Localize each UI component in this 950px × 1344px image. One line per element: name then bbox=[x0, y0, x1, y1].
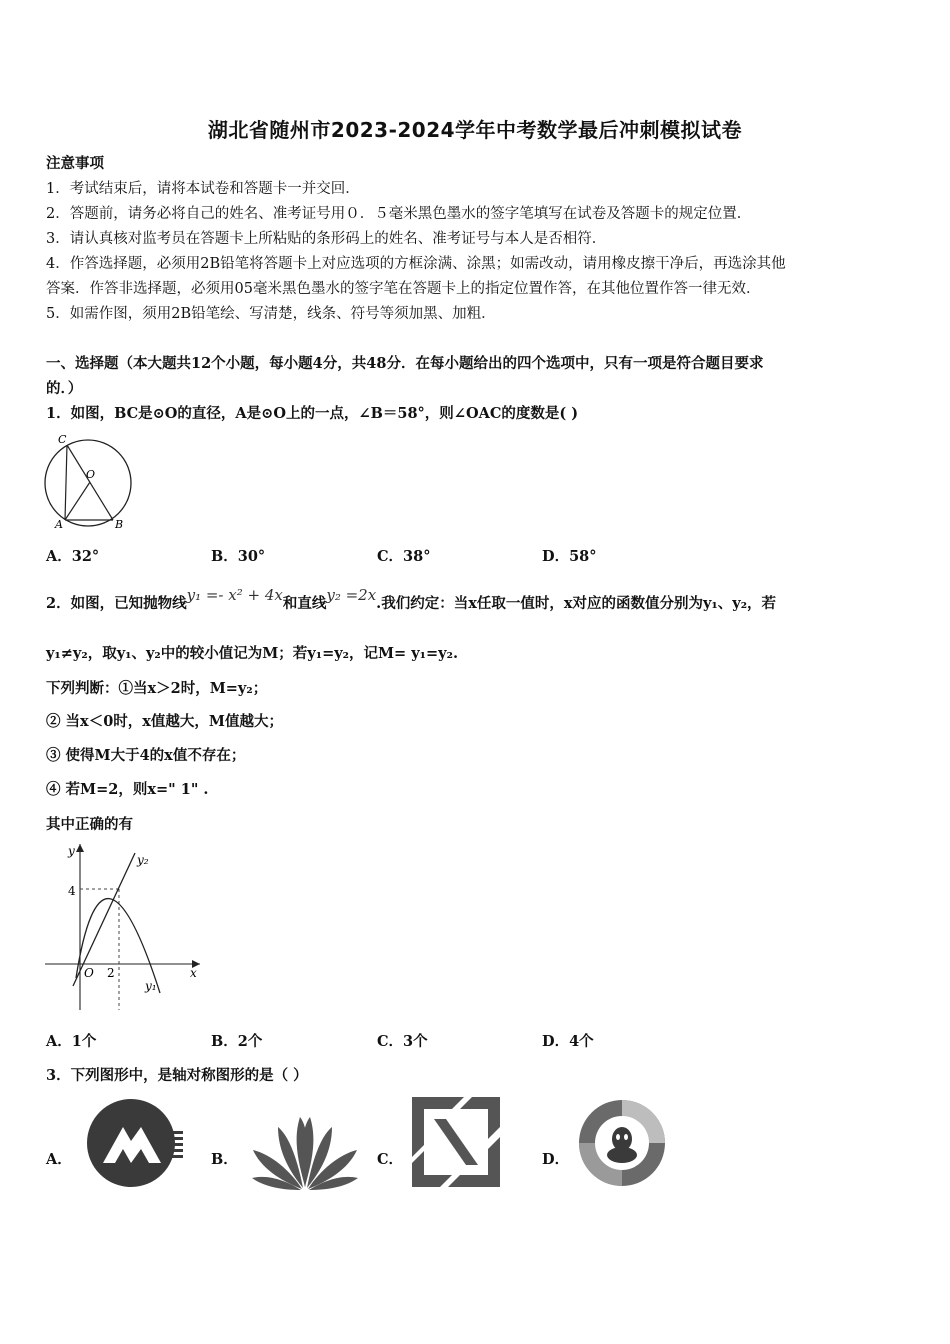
line-y2 bbox=[73, 853, 135, 986]
notice-heading: 注意事项 bbox=[46, 155, 104, 172]
label-x: x bbox=[190, 966, 197, 980]
logo-d-icon bbox=[578, 1097, 670, 1189]
radius-oa bbox=[65, 482, 90, 520]
label-origin: O bbox=[84, 966, 94, 980]
q2-option-c: C．3个 bbox=[377, 1033, 428, 1050]
q2-formula-line: y₂ =2x bbox=[326, 586, 377, 604]
label-two: 2 bbox=[107, 966, 115, 980]
q3-option-b: B． bbox=[211, 1151, 238, 1168]
q2-option-a: A．1个 bbox=[46, 1033, 97, 1050]
notice-item: 3．请认真核对监考员在答题卡上所粘贴的条形码上的姓名、准考证号与本人是否相符． bbox=[46, 231, 607, 247]
q2-line: 下列判断：①当x＞2时，M=y₂； bbox=[46, 680, 268, 697]
label-b: B bbox=[115, 518, 124, 530]
q2-option-d: D．4个 bbox=[542, 1033, 594, 1050]
label-a: A bbox=[55, 518, 63, 530]
q2-stem-b: 和直线 bbox=[282, 595, 327, 612]
notice-item: 4．作答选择题，必须用2B铅笔将答题卡上对应选项的方框涂满、涂黑；如需改动，请用橡皮擦干净后，再选涂其他 bbox=[46, 256, 786, 272]
label-y: y bbox=[68, 844, 75, 858]
q2-stem-c: .我们约定：当x任取一值时，x对应的函数值分别为y₁、y₂，若 bbox=[376, 595, 777, 612]
function-graph bbox=[40, 838, 210, 1013]
question-2-stem bbox=[46, 586, 777, 613]
label-c: C bbox=[58, 433, 67, 446]
q2-option-b: B．2个 bbox=[211, 1033, 263, 1050]
q2-line: y₁≠y₂，取y₁、y₂中的较小值记为M；若y₁=y₂，记M= y₁=y₂. bbox=[46, 645, 459, 662]
q2-stem-a: 2．如图，已知抛物线 bbox=[46, 595, 187, 612]
y-axis-arrow bbox=[76, 844, 84, 852]
q3-option-d: D． bbox=[542, 1151, 570, 1168]
q1-option-a: A．32° bbox=[46, 548, 100, 565]
q2-formula-parabola: y₁ =- x² + 4x bbox=[186, 586, 283, 604]
logo-a-icon bbox=[85, 1097, 185, 1189]
q1-option-c: C．38° bbox=[377, 548, 431, 565]
logo-c-icon bbox=[412, 1097, 502, 1189]
label-four: 4 bbox=[68, 884, 76, 898]
logo-b-icon bbox=[248, 1112, 363, 1192]
q1-option-d: D．58° bbox=[542, 548, 597, 565]
circle-outline bbox=[45, 440, 131, 526]
notice-item: 5．如需作图，须用2B铅笔绘、写清楚，线条、符号等须加黑、加粗． bbox=[46, 306, 496, 322]
question-3-stem: 3．下列图形中，是轴对称图形的是（ ） bbox=[46, 1067, 308, 1084]
notice-item: 答案．作答非选择题，必须用05毫米黑色墨水的签字笔在答题卡上的指定位置作答，在其他位置作答一律无效． bbox=[46, 281, 761, 297]
label-y2: y₂ bbox=[137, 853, 149, 867]
q2-line: ③ 使得M大于4的x值不存在； bbox=[46, 747, 246, 764]
label-o: O bbox=[86, 468, 96, 481]
question-1-stem: 1．如图，BC是⊙O的直径，A是⊙O上的一点，∠B＝58°，则∠OAC的度数是( ) bbox=[46, 405, 579, 422]
q3-option-c: C． bbox=[377, 1151, 404, 1168]
notice-item: 1．考试结束后，请将本试卷和答题卡一并交回． bbox=[46, 181, 360, 197]
section-heading: 一、选择题（本大题共12个小题，每小题4分，共48分．在每小题给出的四个选项中，只有一项是符合题目要求 bbox=[46, 355, 764, 372]
page-title: 湖北省随州市2023-2024学年中考数学最后冲刺模拟试卷 bbox=[207, 118, 743, 142]
chord-ca bbox=[65, 445, 67, 520]
q3-option-a: A． bbox=[46, 1151, 72, 1168]
q1-option-b: B．30° bbox=[211, 548, 266, 565]
label-y1: y₁ bbox=[145, 979, 157, 993]
section-heading-cont: 的．） bbox=[46, 380, 83, 397]
q2-line: ④ 若M=2，则x=" 1" . bbox=[46, 781, 209, 798]
q2-line: 其中正确的有 bbox=[46, 816, 133, 833]
q2-line: ② 当x＜0时，x值越大，M值越大； bbox=[46, 713, 283, 730]
circle-figure bbox=[40, 430, 140, 530]
notice-item: 2．答题前，请务必将自己的姓名、准考证号用０．５毫米黑色墨水的签字笔填写在试卷及答题卡的规定位置． bbox=[46, 206, 752, 222]
